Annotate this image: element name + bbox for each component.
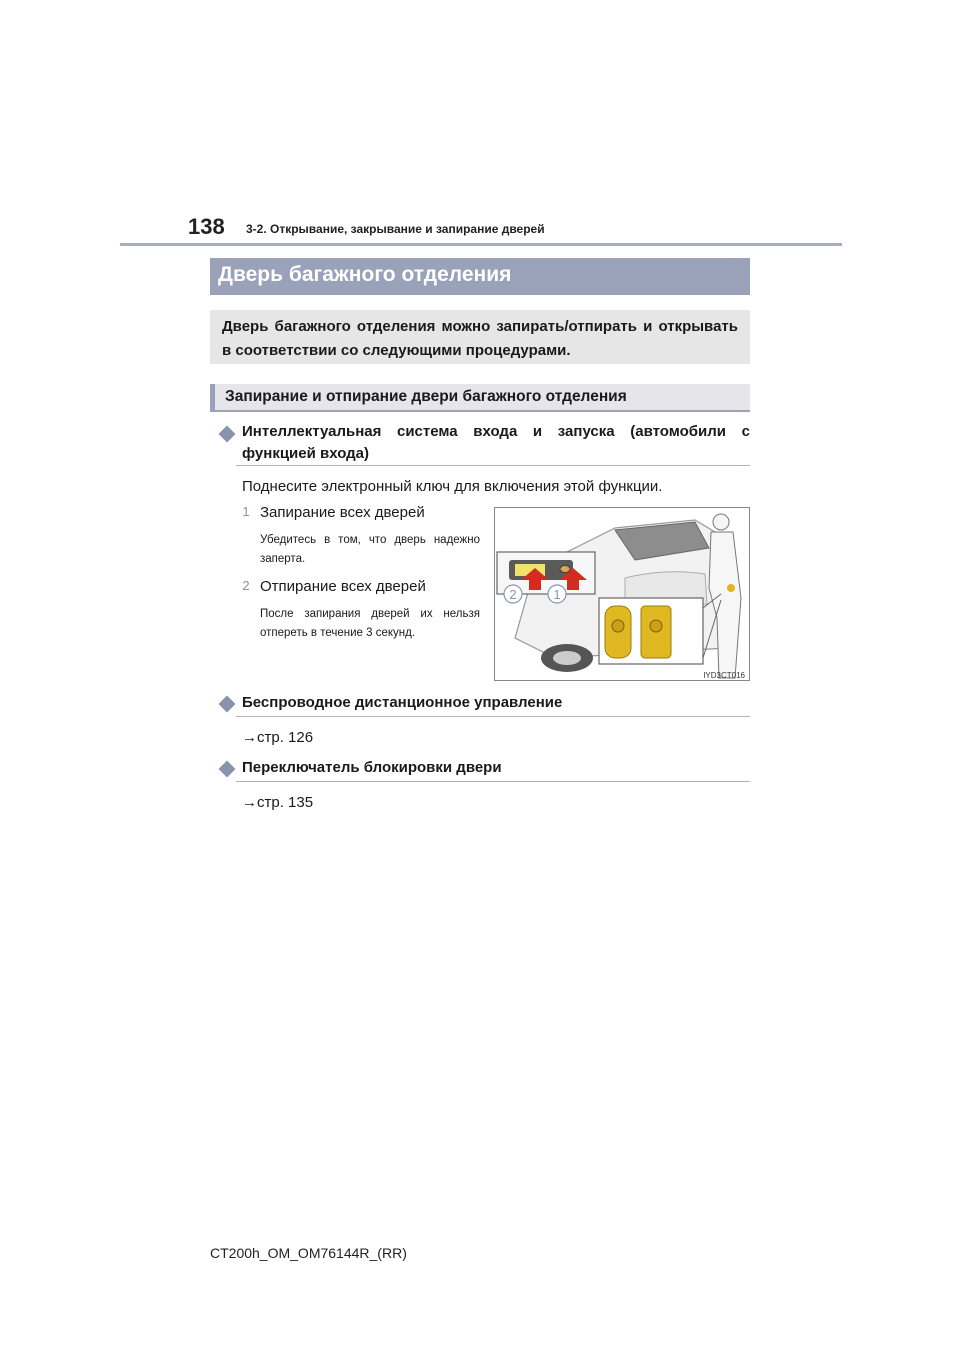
page-number: 138 — [188, 214, 225, 239]
lock-switch-heading: Переключатель блокировки двери — [242, 759, 502, 776]
figure-code: IYD3CT016 — [703, 671, 745, 680]
divider — [236, 465, 750, 466]
section-title: 3-2. Открывание, закрывание и запирание дверей — [246, 222, 545, 236]
callout-2: 2 — [509, 587, 517, 602]
smart-entry-heading: Интеллектуальная система входа и запуска (автомобили с функцией входа) — [242, 423, 750, 462]
intro-box — [210, 310, 750, 364]
subsection-title: Запирание и отпирание двери багажного отделения — [225, 388, 627, 405]
diamond-bullet-icon — [219, 426, 236, 443]
step-number-badge: 2 — [242, 578, 250, 593]
subsection-banner — [210, 384, 750, 412]
car-rear-figure — [495, 508, 750, 681]
intro-text: Дверь багажного отделения можно запирать/отпирать и открывать в соответствии со следующими процедурами. — [222, 318, 738, 359]
diamond-bullet-icon — [219, 696, 236, 713]
arrow-right-icon: → — [242, 729, 257, 746]
header-rule — [120, 243, 842, 246]
wireless-ref[interactable] — [242, 728, 313, 748]
step-2-label: Отпирание всех дверей — [260, 578, 426, 595]
arrow-right-icon: → — [242, 794, 257, 811]
step-number-badge: 1 — [242, 504, 250, 519]
step-2-note: После запирания дверей их нельзя отпереть в течение 3 секунд. — [260, 608, 480, 639]
divider — [236, 716, 750, 717]
footer-doc-code: CT200h_OM_OM76144R_(RR) — [210, 1245, 407, 1261]
diamond-bullet-icon — [219, 761, 236, 778]
lock-switch-ref[interactable] — [242, 793, 313, 813]
page-title: Дверь багажного отделения — [218, 263, 512, 286]
step-1-label: Запирание всех дверей — [260, 504, 425, 521]
tailgate-illustration — [494, 507, 750, 681]
wireless-ref-text: стр. 126 — [257, 729, 314, 746]
callout-1: 1 — [553, 587, 561, 602]
smart-entry-description: Поднесите электронный ключ для включения этой функции. — [242, 478, 663, 495]
lock-switch-ref-text: стр. 135 — [257, 794, 314, 811]
step-1-note: Убедитесь в том, что дверь надежно заперта. — [260, 534, 480, 565]
title-banner — [210, 258, 750, 295]
divider — [236, 781, 750, 782]
wireless-heading: Беспроводное дистанционное управление — [242, 694, 563, 711]
